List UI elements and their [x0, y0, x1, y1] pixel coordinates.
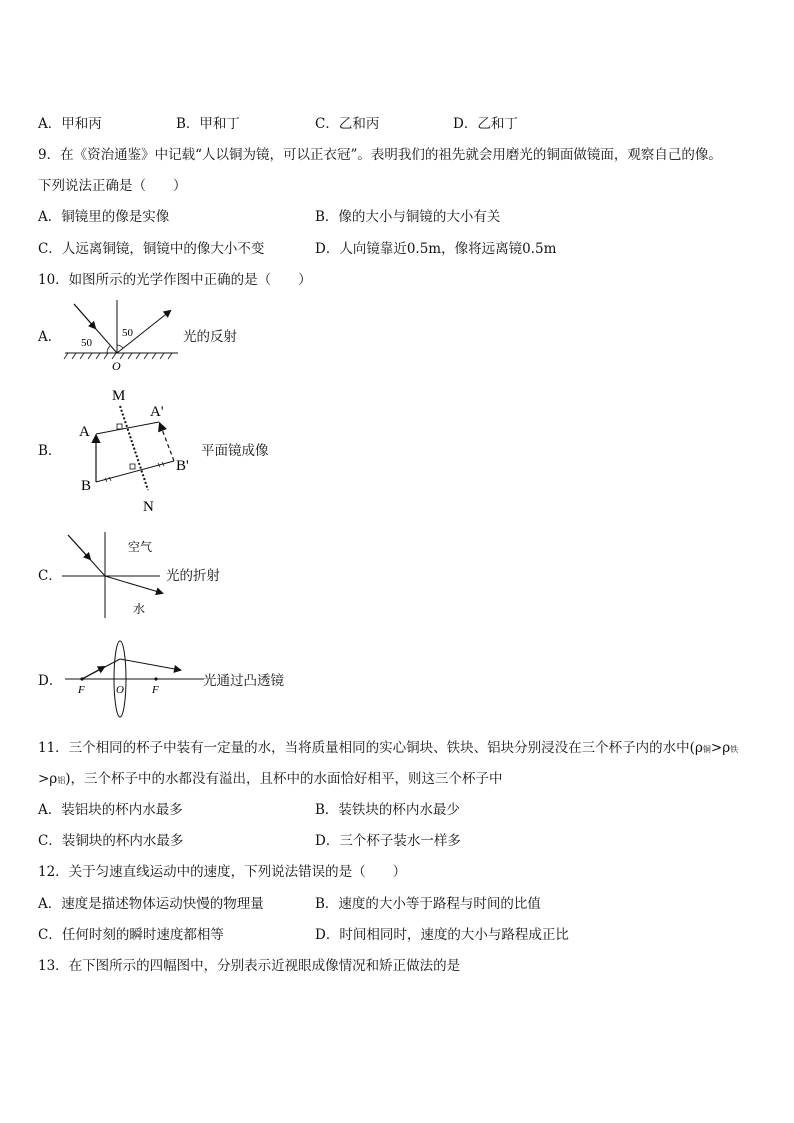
q12-option-b: B．速度的大小等于路程与时间的比值 [315, 896, 541, 912]
q10-c-caption: 光的折射 [166, 568, 220, 584]
q11-option-d: D．三个杯子装水一样多 [315, 833, 461, 849]
q9-option-c: C．人远离铜镜，铜镜中的像大小不变 [38, 241, 265, 257]
water-label: 水 [133, 602, 146, 616]
q13-stem: 13．在下图所示的四幅图中，分别表示近视眼成像情况和矫正做法的是 [38, 958, 461, 974]
label-a-prime: A' [150, 404, 164, 420]
q8-option-b: B．甲和丁 [176, 116, 240, 132]
q10-stem: 10．如图所示的光学作图中正确的是（ ） [38, 272, 312, 288]
air-label: 空气 [128, 540, 153, 554]
q9-stem-line2: 下列说法正确是（ ） [38, 178, 187, 194]
q12-option-d: D．时间相同时，速度的大小与路程成正比 [315, 927, 569, 943]
focus-left-label: F [78, 684, 85, 696]
q10-d-caption: 光通过凸透镜 [203, 673, 284, 689]
q10-b-caption: 平面镜成像 [201, 443, 269, 459]
q9-option-d: D．人向镜靠近0.5m，像将远离镜0.5m [315, 241, 557, 257]
q8-option-d: D．乙和丁 [453, 116, 518, 132]
q10-c-letter: C． [38, 568, 62, 584]
mirror-end-n: N [143, 499, 154, 515]
q11-line1-text: 11．三个相同的杯子中装有一定量的水，当将质量相同的实心铜块、铁块、铝块分别浸没在三个杯子内的水中(ρ [38, 740, 703, 756]
image-a2b2 [160, 424, 174, 461]
point-o-label: O [112, 359, 121, 373]
refraction-diagram [60, 530, 170, 620]
rho-al-subscript: 铝 [57, 776, 66, 785]
q10-a-letter: A． [38, 329, 62, 345]
angle-left-label: 50 [81, 337, 92, 349]
q11-stem-line2 [38, 770, 503, 790]
plane-mirror-diagram [72, 386, 202, 516]
q12-stem: 12．关于匀速直线运动中的速度，下列说法错误的是（ ） [38, 864, 407, 880]
q8-option-a: A．甲和丙 [38, 116, 102, 132]
line-a-a2 [96, 422, 159, 434]
ray-after-lens [120, 659, 180, 670]
q11-gt1: >ρ [710, 740, 731, 756]
rho-cu-subscript: 铜 [702, 745, 711, 754]
q9-stem-line1: 9．在《资治通鉴》中记载“人以铜为镜，可以正衣冠”。表明我们的祖先就会用磨光的铜面做镜面，观察自己的像。 [38, 147, 722, 163]
q10-a-caption: 光的反射 [183, 329, 237, 345]
q11-line2-start: >ρ [38, 771, 58, 787]
label-a: A [79, 424, 90, 440]
label-b: B [81, 478, 92, 494]
focus-right-label: F [152, 684, 159, 696]
q9-option-b: B．像的大小与铜镜的大小有关 [315, 209, 501, 225]
rho-fe-subscript: 铁 [730, 745, 739, 754]
q8-option-c: C．乙和丙 [315, 116, 380, 132]
label-b-prime: B' [176, 458, 189, 474]
refracted-ray [105, 576, 162, 593]
q10-b-letter: B． [38, 443, 62, 459]
convex-lens-diagram [60, 638, 208, 722]
q12-option-a: A．速度是描述物体运动快慢的物理量 [38, 896, 264, 912]
mirror-line [120, 406, 148, 490]
angle-right-label: 50 [122, 327, 133, 339]
optical-center-label: O [116, 684, 124, 696]
q11-stem-line1 [38, 739, 738, 759]
q11-option-a: A．装铝块的杯内水最多 [38, 802, 183, 818]
incident-arrow [74, 304, 95, 328]
q11-option-b: B．装铁块的杯内水最少 [315, 802, 460, 818]
q11-line2-rest: )，三个杯子中的水都没有溢出，且杯中的水面恰好相平，则这三个杯子中 [65, 771, 503, 787]
q11-option-c: C．装铜块的杯内水最多 [38, 833, 184, 849]
mirror-end-m: M [112, 388, 126, 404]
q9-option-a: A．铜镜里的像是实像 [38, 209, 170, 225]
q12-option-c: C．任何时刻的瞬时速度都相等 [38, 927, 224, 943]
reflection-diagram [60, 296, 190, 374]
q10-d-letter: D． [38, 673, 63, 689]
